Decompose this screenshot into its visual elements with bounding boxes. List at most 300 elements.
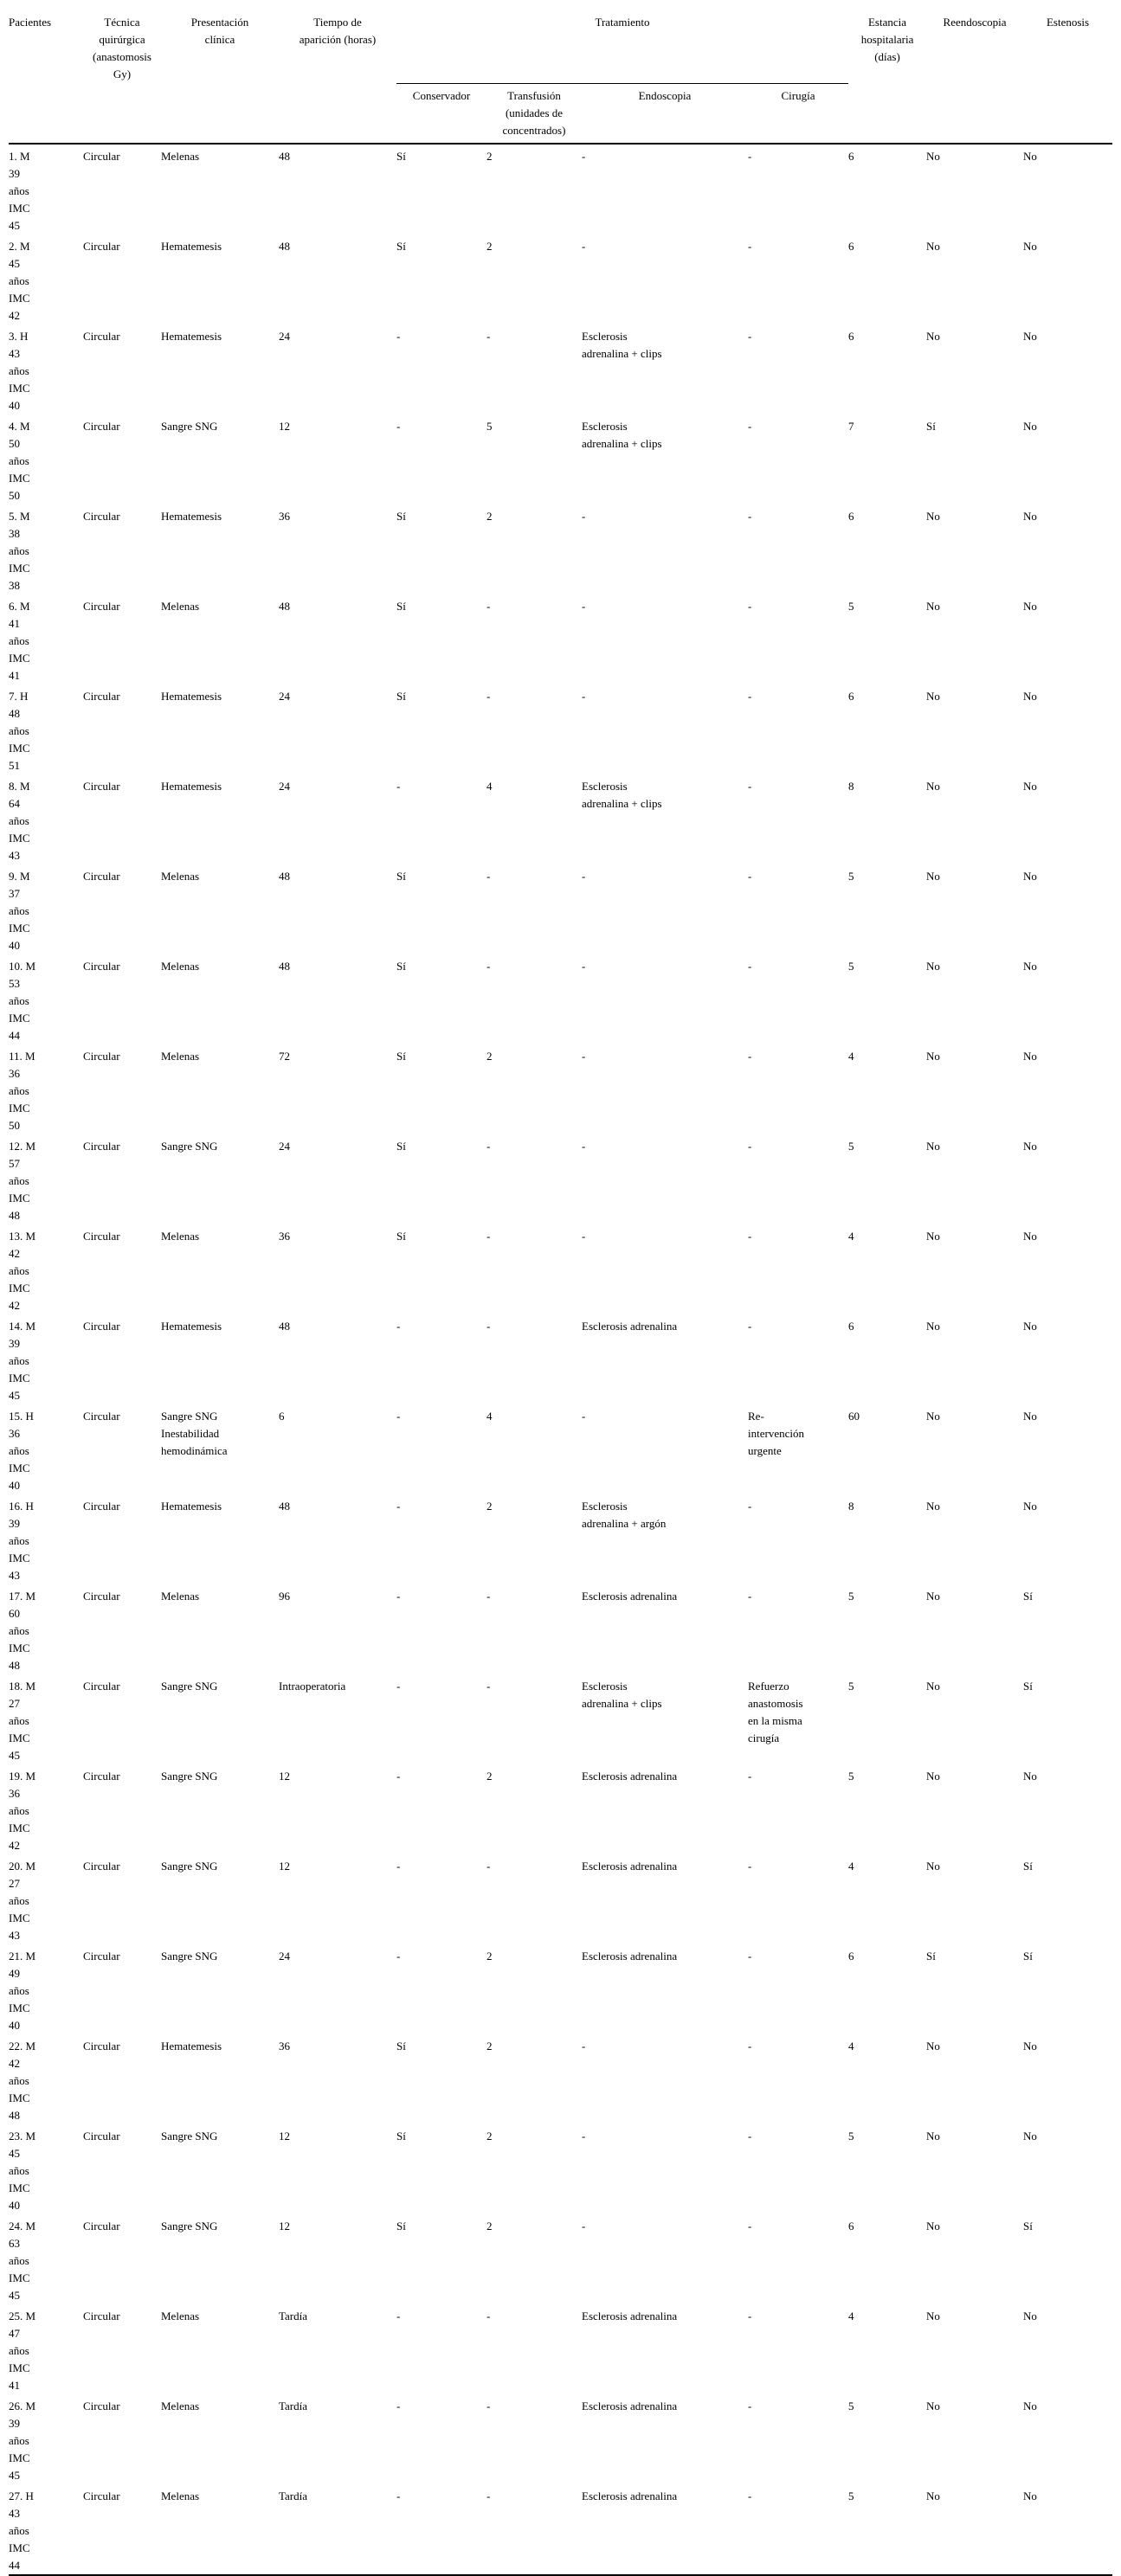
cell-cirugia: - [748,150,752,163]
cell-tecnica: Circular [83,1860,120,1873]
cell-endoscopia: - [582,2219,586,2232]
cell-endoscopia: Esclerosis adrenalina + argón [582,1500,667,1530]
cell-estancia: 5 [848,960,854,973]
cell-reendoscopia: No [926,600,940,613]
cell-conservador: - [396,1950,401,1963]
cell-paciente: 24. M 63 años IMC 45 [9,2219,36,2302]
cell-tiempo: 12 [279,1860,290,1873]
cell-tecnica: Circular [83,600,120,613]
cell-presentacion: Sangre SNG [161,2130,218,2142]
cell-presentacion: Melenas [161,1590,200,1603]
cell-presentacion: Melenas [161,2489,200,2502]
cell-paciente: 19. M 36 años IMC 42 [9,1770,36,1852]
cell-tecnica: Circular [83,2489,120,2502]
cell-endoscopia: Esclerosis adrenalina + clips [582,780,662,810]
table-row [9,1224,1112,1314]
cell-reendoscopia: No [926,510,940,523]
cell-transfusion: 2 [486,1770,493,1783]
cell-cirugia: Refuerzo anastomosis en la misma cirugía [748,1680,803,1744]
cell-tecnica: Circular [83,1770,120,1783]
cell-estenosis: No [1023,1320,1037,1333]
cell-paciente: 21. M 49 años IMC 40 [9,1950,36,2032]
cell-tecnica: Circular [83,2040,120,2052]
cell-presentacion: Sangre SNG [161,420,218,433]
table-row [9,864,1112,954]
table-row [9,1404,1112,1494]
header-tecnica: Técnica quirúrgica (anastomosis Gy) [83,7,161,144]
cell-conservador: - [396,330,401,343]
cell-presentacion: Melenas [161,600,200,613]
cell-cirugia: - [748,1500,752,1513]
cell-conservador: - [396,1320,401,1333]
cell-conservador: Sí [396,2219,406,2232]
header-tratamiento: Tratamiento [396,7,848,84]
cell-tecnica: Circular [83,1140,120,1153]
cell-paciente: 3. H 43 años IMC 40 [9,330,30,412]
cell-transfusion: 5 [486,420,493,433]
cell-estancia: 60 [848,1410,860,1423]
cell-paciente: 4. M 50 años IMC 50 [9,420,30,502]
cell-estenosis: Sí [1023,1860,1033,1873]
cell-presentacion: Melenas [161,870,200,883]
table-row [9,414,1112,504]
cell-tiempo: 36 [279,2040,290,2052]
cell-transfusion: 2 [486,2130,493,2142]
cell-endoscopia: - [582,240,586,253]
cell-reendoscopia: No [926,2399,940,2412]
cell-endoscopia: Esclerosis adrenalina [582,2309,678,2322]
table-row [9,2034,1112,2124]
cell-cirugia: - [748,2489,752,2502]
cell-presentacion: Sangre SNG [161,1860,218,1873]
cell-tiempo: 12 [279,2130,290,2142]
header-reendoscopia: Reendoscopia [926,7,1023,144]
cell-cirugia: - [748,420,752,433]
table-row [9,144,1112,234]
cell-estancia: 5 [848,600,854,613]
header-cirugia: Cirugía [748,84,848,145]
cell-cirugia: - [748,1950,752,1963]
cell-tecnica: Circular [83,870,120,883]
table-row [9,684,1112,774]
cell-paciente: 1. M 39 años IMC 45 [9,150,30,232]
table-row [9,2394,1112,2484]
cell-endoscopia: Esclerosis adrenalina + clips [582,330,662,360]
cell-tecnica: Circular [83,150,120,163]
cell-transfusion: - [486,1320,491,1333]
header-tiempo: Tiempo de aparición (horas) [279,7,396,144]
cell-tecnica: Circular [83,780,120,793]
cell-conservador: Sí [396,2040,406,2052]
cell-conservador: Sí [396,150,406,163]
cell-cirugia: - [748,1230,752,1243]
cell-tiempo: 48 [279,960,290,973]
cell-paciente: 23. M 45 años IMC 40 [9,2130,36,2212]
cell-conservador: - [396,420,401,433]
cell-tiempo: 6 [279,1410,285,1423]
cell-paciente: 26. M 39 años IMC 45 [9,2399,36,2482]
cell-tiempo: 72 [279,1050,290,1063]
cell-cirugia: - [748,1860,752,1873]
cell-tecnica: Circular [83,1500,120,1513]
table-row [9,2304,1112,2394]
cell-cirugia: - [748,2309,752,2322]
cell-reendoscopia: No [926,330,940,343]
cell-tiempo: Tardía [279,2309,308,2322]
cell-tecnica: Circular [83,1950,120,1963]
cell-presentacion: Hematemesis [161,1320,222,1333]
cell-conservador: - [396,1680,401,1693]
cell-transfusion: - [486,1140,491,1153]
cell-transfusion: 2 [486,240,493,253]
cell-tiempo: Tardía [279,2489,308,2502]
cell-presentacion: Hematemesis [161,2040,222,2052]
cell-endoscopia: - [582,870,586,883]
cell-cirugia: - [748,1320,752,1333]
header-pacientes: Pacientes [9,7,83,144]
cell-presentacion: Sangre SNG [161,1950,218,1963]
cell-reendoscopia: No [926,1590,940,1603]
cell-estancia: 6 [848,150,854,163]
cell-estancia: 5 [848,2489,854,2502]
cell-estancia: 7 [848,420,854,433]
cell-transfusion: 2 [486,510,493,523]
cell-transfusion: 2 [486,1050,493,1063]
cell-estancia: 4 [848,1860,854,1873]
cell-estenosis: Sí [1023,1590,1033,1603]
cell-transfusion: - [486,1590,491,1603]
cell-transfusion: - [486,960,491,973]
cell-tecnica: Circular [83,2130,120,2142]
cell-estancia: 6 [848,510,854,523]
cell-tiempo: 12 [279,1770,290,1783]
cell-cirugia: - [748,240,752,253]
cell-cirugia: - [748,2219,752,2232]
cell-tecnica: Circular [83,1590,120,1603]
cell-conservador: Sí [396,960,406,973]
header-estenosis: Estenosis [1023,7,1112,144]
cell-estancia: 6 [848,690,854,703]
cell-tiempo: 48 [279,600,290,613]
cell-estenosis: No [1023,690,1037,703]
cell-tiempo: 48 [279,1320,290,1333]
cell-estancia: 6 [848,2219,854,2232]
table-row [9,594,1112,684]
cell-estancia: 6 [848,330,854,343]
cell-paciente: 10. M 53 años IMC 44 [9,960,36,1042]
cell-estenosis: No [1023,330,1037,343]
cell-cirugia: - [748,1770,752,1783]
table-row [9,2124,1112,2214]
table-row [9,2484,1112,2575]
cell-estenosis: Sí [1023,1950,1033,1963]
cell-presentacion: Sangre SNG [161,1680,218,1693]
cell-tiempo: Tardía [279,2399,308,2412]
table-body [9,144,1112,2575]
cell-cirugia: - [748,2040,752,2052]
cell-conservador: - [396,2309,401,2322]
cell-transfusion: 2 [486,2040,493,2052]
table-row [9,1944,1112,2034]
cell-tecnica: Circular [83,1680,120,1693]
cell-tecnica: Circular [83,1320,120,1333]
cell-endoscopia: Esclerosis adrenalina + clips [582,420,662,450]
cell-tecnica: Circular [83,2399,120,2412]
cell-endoscopia: Esclerosis adrenalina [582,2489,678,2502]
cell-conservador: Sí [396,690,406,703]
cell-presentacion: Melenas [161,960,200,973]
cell-tecnica: Circular [83,240,120,253]
cell-endoscopia: Esclerosis adrenalina [582,1860,678,1873]
cell-paciente: 27. H 43 años IMC 44 [9,2489,34,2572]
cell-conservador: Sí [396,510,406,523]
cell-estenosis: No [1023,1230,1037,1243]
cell-estenosis: No [1023,960,1037,973]
cell-tecnica: Circular [83,960,120,973]
cell-tecnica: Circular [83,420,120,433]
cell-estenosis: No [1023,510,1037,523]
cell-presentacion: Sangre SNG Inestabilidad hemodinámica [161,1410,228,1457]
cell-presentacion: Melenas [161,1230,200,1243]
cell-endoscopia: - [582,150,586,163]
cell-endoscopia: - [582,960,586,973]
cell-cirugia: - [748,690,752,703]
cell-reendoscopia: No [926,1770,940,1783]
cell-estenosis: Sí [1023,2219,1033,2232]
patients-table [9,7,1112,2576]
table-row [9,2214,1112,2304]
cell-endoscopia: - [582,1410,586,1423]
cell-tiempo: 96 [279,1590,290,1603]
cell-tiempo: 48 [279,150,290,163]
cell-conservador: Sí [396,600,406,613]
cell-cirugia: - [748,600,752,613]
cell-conservador: - [396,780,401,793]
table-row [9,774,1112,864]
cell-estancia: 5 [848,1680,854,1693]
cell-paciente: 12. M 57 años IMC 48 [9,1140,36,1222]
table-row [9,1584,1112,1674]
cell-tiempo: 36 [279,1230,290,1243]
cell-transfusion: - [486,2489,491,2502]
cell-tecnica: Circular [83,1410,120,1423]
cell-tiempo: 48 [279,240,290,253]
cell-conservador: - [396,1860,401,1873]
cell-estancia: 8 [848,780,854,793]
table-row [9,1494,1112,1584]
cell-transfusion: 4 [486,1410,493,1423]
cell-paciente: 6. M 41 años IMC 41 [9,600,30,682]
cell-endoscopia: - [582,1230,586,1243]
cell-tecnica: Circular [83,510,120,523]
cell-tiempo: 36 [279,510,290,523]
cell-presentacion: Hematemesis [161,240,222,253]
cell-transfusion: - [486,1680,491,1693]
cell-transfusion: - [486,600,491,613]
cell-estenosis: No [1023,1500,1037,1513]
table-row [9,1044,1112,1134]
cell-conservador: Sí [396,1050,406,1063]
cell-reendoscopia: No [926,150,940,163]
cell-tiempo: 24 [279,1140,290,1153]
cell-cirugia: - [748,1140,752,1153]
cell-transfusion: - [486,2399,491,2412]
cell-transfusion: 2 [486,1950,493,1963]
table-row [9,504,1112,594]
cell-reendoscopia: No [926,1500,940,1513]
patients-table-container [9,0,1112,2576]
cell-estenosis: No [1023,2130,1037,2142]
cell-transfusion: 2 [486,150,493,163]
cell-reendoscopia: Sí [926,420,936,433]
cell-presentacion: Melenas [161,2399,200,2412]
header-transfusion: Transfusión (unidades de concentrados) [486,84,582,145]
cell-estenosis: No [1023,2489,1037,2502]
cell-reendoscopia: No [926,960,940,973]
cell-cirugia: - [748,2399,752,2412]
cell-estenosis: No [1023,1140,1037,1153]
cell-transfusion: 2 [486,2219,493,2232]
cell-tiempo: 24 [279,780,290,793]
cell-tecnica: Circular [83,2219,120,2232]
cell-endoscopia: Esclerosis adrenalina [582,2399,678,2412]
cell-reendoscopia: No [926,1410,940,1423]
cell-presentacion: Melenas [161,2309,200,2322]
cell-tiempo: 24 [279,690,290,703]
cell-transfusion: 2 [486,1500,493,1513]
cell-tecnica: Circular [83,2309,120,2322]
cell-cirugia: - [748,330,752,343]
table-row [9,1764,1112,1854]
cell-presentacion: Sangre SNG [161,1140,218,1153]
cell-conservador: Sí [396,1140,406,1153]
cell-estenosis: No [1023,600,1037,613]
cell-reendoscopia: No [926,1860,940,1873]
header-endoscopia: Endoscopia [582,84,748,145]
cell-estenosis: No [1023,240,1037,253]
cell-estenosis: No [1023,150,1037,163]
cell-paciente: 16. H 39 años IMC 43 [9,1500,34,1582]
cell-presentacion: Hematemesis [161,510,222,523]
cell-endoscopia: - [582,690,586,703]
cell-cirugia: - [748,1050,752,1063]
cell-presentacion: Hematemesis [161,780,222,793]
cell-endoscopia: Esclerosis adrenalina [582,1770,678,1783]
cell-estancia: 5 [848,870,854,883]
cell-estenosis: No [1023,780,1037,793]
cell-cirugia: - [748,1590,752,1603]
cell-cirugia: - [748,780,752,793]
cell-cirugia: - [748,960,752,973]
cell-paciente: 8. M 64 años IMC 43 [9,780,30,862]
cell-estancia: 6 [848,1950,854,1963]
cell-reendoscopia: No [926,240,940,253]
table-row [9,1314,1112,1404]
cell-estenosis: Sí [1023,1680,1033,1693]
table-row [9,234,1112,324]
table-header [9,7,1112,144]
cell-paciente: 17. M 60 años IMC 48 [9,1590,36,1672]
cell-endoscopia: Esclerosis adrenalina + clips [582,1680,662,1710]
cell-conservador: - [396,2489,401,2502]
cell-tiempo: 24 [279,330,290,343]
cell-paciente: 11. M 36 años IMC 50 [9,1050,35,1132]
cell-estancia: 6 [848,1320,854,1333]
cell-endoscopia: Esclerosis adrenalina [582,1320,678,1333]
cell-endoscopia: - [582,2130,586,2142]
table-row [9,1134,1112,1224]
cell-conservador: - [396,2399,401,2412]
cell-cirugia: - [748,870,752,883]
cell-paciente: 22. M 42 años IMC 48 [9,2040,36,2122]
cell-estancia: 4 [848,2309,854,2322]
cell-conservador: Sí [396,2130,406,2142]
cell-reendoscopia: No [926,780,940,793]
cell-reendoscopia: No [926,1140,940,1153]
cell-tiempo: 48 [279,1500,290,1513]
cell-tiempo: 12 [279,2219,290,2232]
cell-presentacion: Hematemesis [161,330,222,343]
cell-paciente: 15. H 36 años IMC 40 [9,1410,34,1492]
cell-tiempo: 12 [279,420,290,433]
cell-paciente: 18. M 27 años IMC 45 [9,1680,36,1762]
table-row [9,324,1112,414]
cell-estenosis: No [1023,1410,1037,1423]
cell-reendoscopia: No [926,1680,940,1693]
cell-estancia: 4 [848,2040,854,2052]
cell-transfusion: - [486,2309,491,2322]
cell-reendoscopia: No [926,1320,940,1333]
cell-endoscopia: - [582,2040,586,2052]
cell-paciente: 7. H 48 años IMC 51 [9,690,30,772]
cell-estancia: 4 [848,1230,854,1243]
cell-tiempo: 24 [279,1950,290,1963]
table-row [9,1674,1112,1764]
cell-conservador: - [396,1770,401,1783]
cell-presentacion: Sangre SNG [161,1770,218,1783]
cell-paciente: 14. M 39 años IMC 45 [9,1320,36,1402]
cell-reendoscopia: No [926,870,940,883]
cell-reendoscopia: Sí [926,1950,936,1963]
cell-endoscopia: - [582,1140,586,1153]
cell-cirugia: Re- intervención urgente [748,1410,804,1457]
cell-estenosis: No [1023,420,1037,433]
cell-endoscopia: - [582,600,586,613]
cell-tiempo: Intraoperatoria [279,1680,346,1693]
header-presentacion: Presentación clínica [161,7,279,144]
cell-conservador: Sí [396,1230,406,1243]
cell-transfusion: - [486,1860,491,1873]
cell-estancia: 5 [848,1140,854,1153]
cell-cirugia: - [748,2130,752,2142]
cell-presentacion: Sangre SNG [161,2219,218,2232]
header-estancia: Estancia hospitalaria (días) [848,7,926,144]
cell-estenosis: No [1023,2399,1037,2412]
cell-estenosis: No [1023,1050,1037,1063]
cell-endoscopia: - [582,1050,586,1063]
cell-transfusion: - [486,330,491,343]
cell-estenosis: No [1023,1770,1037,1783]
cell-transfusion: - [486,870,491,883]
header-conservador: Conservador [396,84,486,145]
cell-paciente: 13. M 42 años IMC 42 [9,1230,36,1312]
cell-transfusion: - [486,1230,491,1243]
cell-tecnica: Circular [83,690,120,703]
cell-conservador: - [396,1410,401,1423]
cell-estenosis: No [1023,2040,1037,2052]
cell-conservador: - [396,1500,401,1513]
cell-estenosis: No [1023,2309,1037,2322]
